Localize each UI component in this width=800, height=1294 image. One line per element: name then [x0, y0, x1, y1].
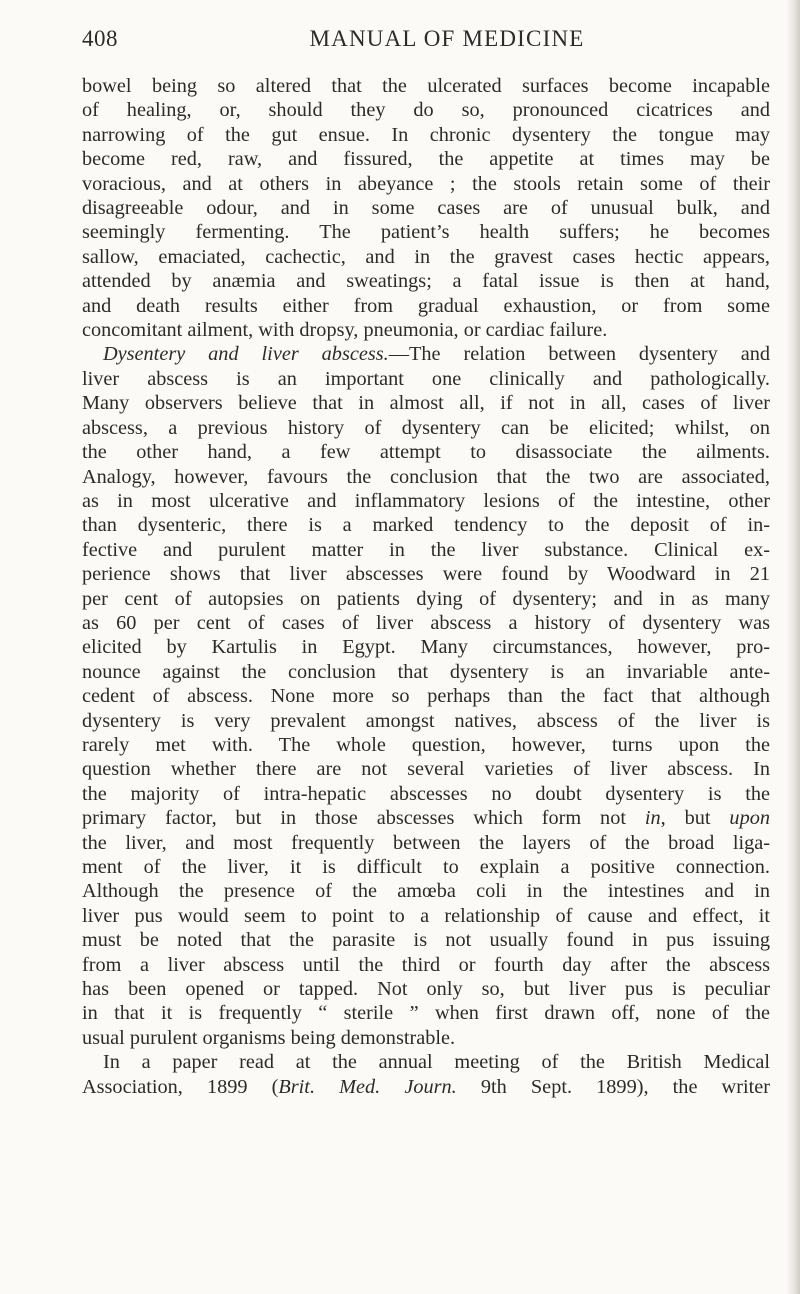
text-line: the other hand, a few attempt to disassociate the ailments. — [82, 441, 770, 464]
page-edge-shadow — [786, 0, 800, 1294]
text-line: question whether there are not several varieties of liver abscess. In — [82, 758, 770, 781]
text-line — [82, 1075, 770, 1099]
text-line: rarely met with. The whole question, however, turns upon the — [82, 733, 770, 756]
section-heading-line — [82, 342, 770, 366]
text-line: must be noted that the parasite is not usually found in pus issuing — [82, 929, 770, 952]
text-fragment: —The relation between dysentery and — [388, 343, 770, 366]
text-line: seemingly fermenting. The patient’s health suffers; he becomes — [82, 221, 770, 244]
text-line: elicited by Kartulis in Egypt. Many circumstances, however, pro- — [82, 636, 770, 659]
text-line: Many observers believe that in almost all, if not in all, cases of liver — [82, 392, 770, 415]
italic-word: in — [644, 807, 661, 830]
text-line: attended by anæmia and sweatings; a fatal issue is then at hand, — [82, 270, 770, 293]
text-line: Analogy, however, favours the conclusion that the two are associated, — [82, 465, 770, 488]
text-line: Although the presence of the amœba coli in the intestines and in — [82, 880, 770, 903]
text-line: usual purulent organisms being demonstrable. — [82, 1026, 456, 1049]
text-line: as in most ulcerative and inflammatory lesions of the intestine, other — [82, 489, 770, 512]
text-fragment: Association, 1899 ( — [82, 1075, 279, 1098]
text-line: concomitant ailment, with dropsy, pneumonia, or cardiac failure. — [82, 319, 608, 342]
text-line — [82, 806, 770, 830]
text-line: has been opened or tapped. Not only so, but liver pus is peculiar — [82, 978, 770, 1001]
text-line: bowel being so altered that the ulcerated surfaces become incapable — [82, 75, 770, 97]
text-fragment: primary factor, but in those abscesses which form not — [82, 807, 645, 830]
body-text — [82, 74, 770, 1099]
running-title: MANUAL OF MEDICINE — [309, 26, 585, 51]
text-line: of healing, or, should they do so, pronounced cicatrices and — [82, 99, 770, 122]
text-line: In a paper read at the annual meeting of the British Medical — [103, 1051, 770, 1074]
text-line: dysentery is very prevalent amongst natives, abscess of the liver is — [82, 709, 770, 732]
text-line: per cent of autopsies on patients dying of dysentery; and in as many — [82, 587, 770, 610]
citation-italic: Brit. Med. Journ. — [278, 1075, 457, 1098]
text-line: sallow, emaciated, cachectic, and in the gravest cases hectic appears, — [82, 245, 770, 268]
text-line: voracious, and at others in abeyance ; the stools retain some of their — [82, 172, 770, 195]
text-line: liver pus would seem to point to a relationship of cause and effect, it — [82, 904, 770, 927]
page-header — [82, 22, 772, 58]
text-line: nounce against the conclusion that dysentery is an invariable ante- — [82, 660, 770, 683]
text-line: liver abscess is an important one clinically and pathologically. — [82, 367, 770, 390]
text-line: and death results either from gradual exhaustion, or from some — [82, 294, 770, 317]
text-line: become red, raw, and fissured, the appetite at times may be — [82, 148, 770, 171]
text-line: fective and purulent matter in the liver substance. Clinical ex- — [82, 538, 770, 561]
text-line: in that it is frequently “ sterile ” when first drawn off, none of the — [82, 1002, 770, 1025]
text-line: cedent of abscess. None more so perhaps than the fact that although — [82, 685, 770, 708]
text-line: abscess, a previous history of dysentery can be elicited; whilst, on — [82, 416, 770, 439]
text-line: as 60 per cent of cases of liver abscess a history of dysentery was — [82, 611, 770, 634]
text-line: narrowing of the gut ensue. In chronic dysentery the tongue may — [82, 123, 770, 146]
text-fragment: , but — [660, 807, 730, 830]
text-line: the majority of intra-hepatic abscesses no doubt dysentery is the — [82, 782, 770, 805]
section-heading: Dysentery and liver abscess. — [103, 343, 389, 366]
text-line: ment of the liver, it is difficult to explain a positive connection. — [82, 856, 770, 878]
text-fragment: 9th Sept. 1899), the writer — [456, 1075, 770, 1098]
text-line: the liver, and most frequently between the layers of the broad liga- — [82, 831, 770, 854]
page-number: 408 — [82, 26, 118, 51]
italic-word: upon — [729, 807, 770, 830]
text-line: from a liver abscess until the third or fourth day after the abscess — [82, 953, 770, 976]
text-line: than dysenteric, there is a marked tendency to the deposit of in- — [82, 514, 770, 537]
text-line: disagreeable odour, and in some cases are of unusual bulk, and — [82, 197, 770, 220]
text-line: perience shows that liver abscesses were found by Woodward in 21 — [82, 563, 770, 586]
